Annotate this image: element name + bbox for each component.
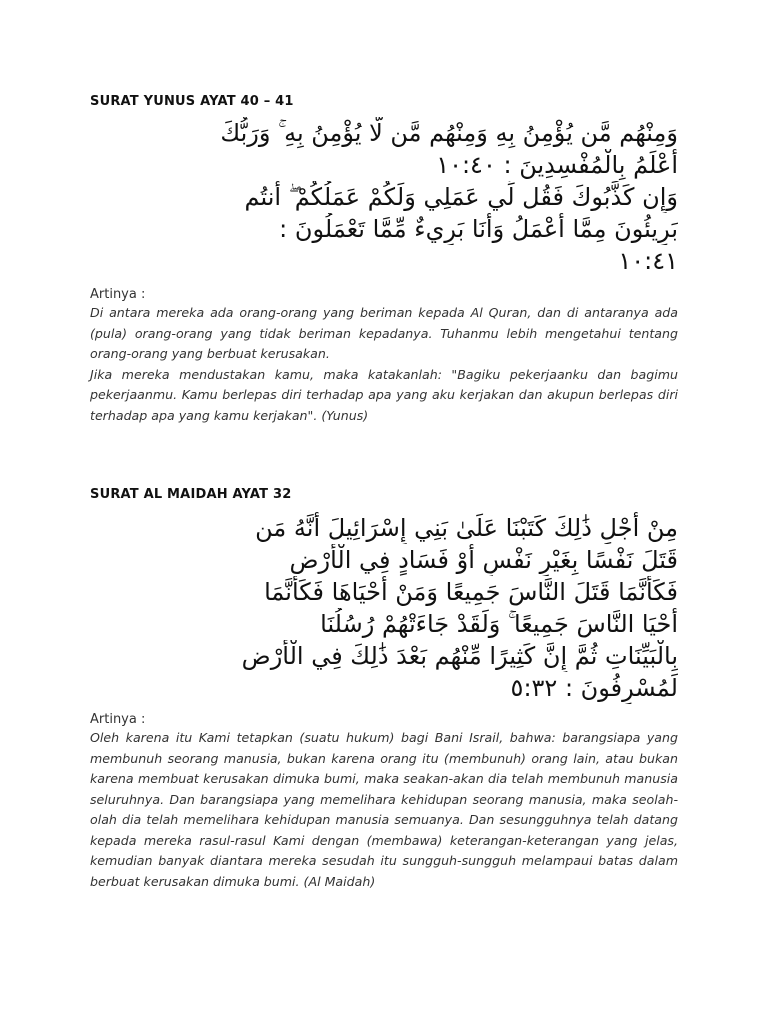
section-title: SURAT YUNUS AYAT 40 – 41 <box>90 94 294 109</box>
section-al-maidah <box>90 487 678 892</box>
arabic-line: فَكَأَنَّمَا قَتَلَ النَّاسَ جَمِيعًا وَمَنْ أَحْيَاهَا فَكَأَنَّمَا <box>264 578 678 606</box>
arabic-line: لَمُسْرِفُونَ : ٥:٣٢ <box>510 674 678 702</box>
arabic-line: أَحْيَا النَّاسَ جَمِيعًا ۚ وَلَقَدْ جَاءَتْهُمْ رُسُلُنَا <box>320 610 678 638</box>
arabic-line: بِالْبَيِّنَاتِ ثُمَّ إِنَّ كَثِيرًا مِّنْهُم بَعْدَ ذَٰلِكَ فِي الْأَرْضِ <box>241 642 678 670</box>
arabic-text <box>90 117 678 277</box>
arabic-line: مِنْ أَجْلِ ذَٰلِكَ كَتَبْنَا عَلَىٰ بَنِي إِسْرَائِيلَ أَنَّهُ مَن <box>255 514 678 542</box>
translation-label: Artinya : <box>90 287 146 302</box>
arabic-text <box>90 512 678 704</box>
arabic-line: أَعْلَمُ بِالْمُفْسِدِينَ : ١٠:٤٠ <box>436 151 678 179</box>
section-yunus <box>90 94 678 426</box>
translation-paragraph: Di antara mereka ada orang-orang yang beriman kepada Al Quran, dan di antaranya ada (pula) orang-orang yang tidak beriman kepadanya. Tuhanmu lebih mengetahui tentang orang-orang yang berbuat kerusakan. <box>90 305 678 361</box>
translation-paragraph: Oleh karena itu Kami tetapkan (suatu hukum) bagi Bani Israil, bahwa: barangsiapa yang membunuh seorang manusia, bukan karena orang itu (membunuh) orang lain, atau bukan karena membuat kerusakan dimuka bumi, maka seakan-akan dia telah membunuh manusia seluruhnya. Dan barangsiapa yang memelihara kehidupan seorang manusia, maka seolah-olah dia telah memelihara kehidupan manusia semuanya. Dan sesungguhnya telah datang kepada mereka rasul-rasul Kami dengan (membawa) keterangan-keterangan yang jelas, kemudian banyak diantara mereka sesudah itu sungguh-sungguh melampaui batas dalam berbuat kerusakan dimuka bumi. (Al Maidah) <box>90 730 678 889</box>
arabic-line: وَمِنْهُم مَّن يُؤْمِنُ بِهِ وَمِنْهُم مَّن لَّا يُؤْمِنُ بِهِ ۚ وَرَبُّكَ <box>220 119 678 147</box>
arabic-line: وَإِن كَذَّبُوكَ فَقُل لِّي عَمَلِي وَلَكُمْ عَمَلُكُمْ ۖ أَنتُم <box>244 183 678 211</box>
verse-reference: ١٠:٤١ <box>618 247 678 275</box>
translation-text <box>90 728 678 892</box>
translation-paragraph: Jika mereka mendustakan kamu, maka katakanlah: "Bagiku pekerjaanku dan bagimu pekerjaanmu. Kamu berlepas diri terhadap apa yang aku kerjakan dan akupun berlepas diri terhadap apa yang kamu kerjakan". (Yunus) <box>90 366 678 423</box>
section-title: SURAT AL MAIDAH AYAT 32 <box>90 487 292 502</box>
arabic-line: بَرِيئُونَ مِمَّا أَعْمَلُ وَأَنَا بَرِيءٌ مِّمَّا تَعْمَلُونَ : <box>279 215 678 243</box>
translation-text <box>90 303 678 426</box>
arabic-line: قَتَلَ نَفْسًا بِغَيْرِ نَفْسٍ أَوْ فَسَادٍ فِي الْأَرْضِ <box>289 546 678 574</box>
translation-label: Artinya : <box>90 712 146 727</box>
